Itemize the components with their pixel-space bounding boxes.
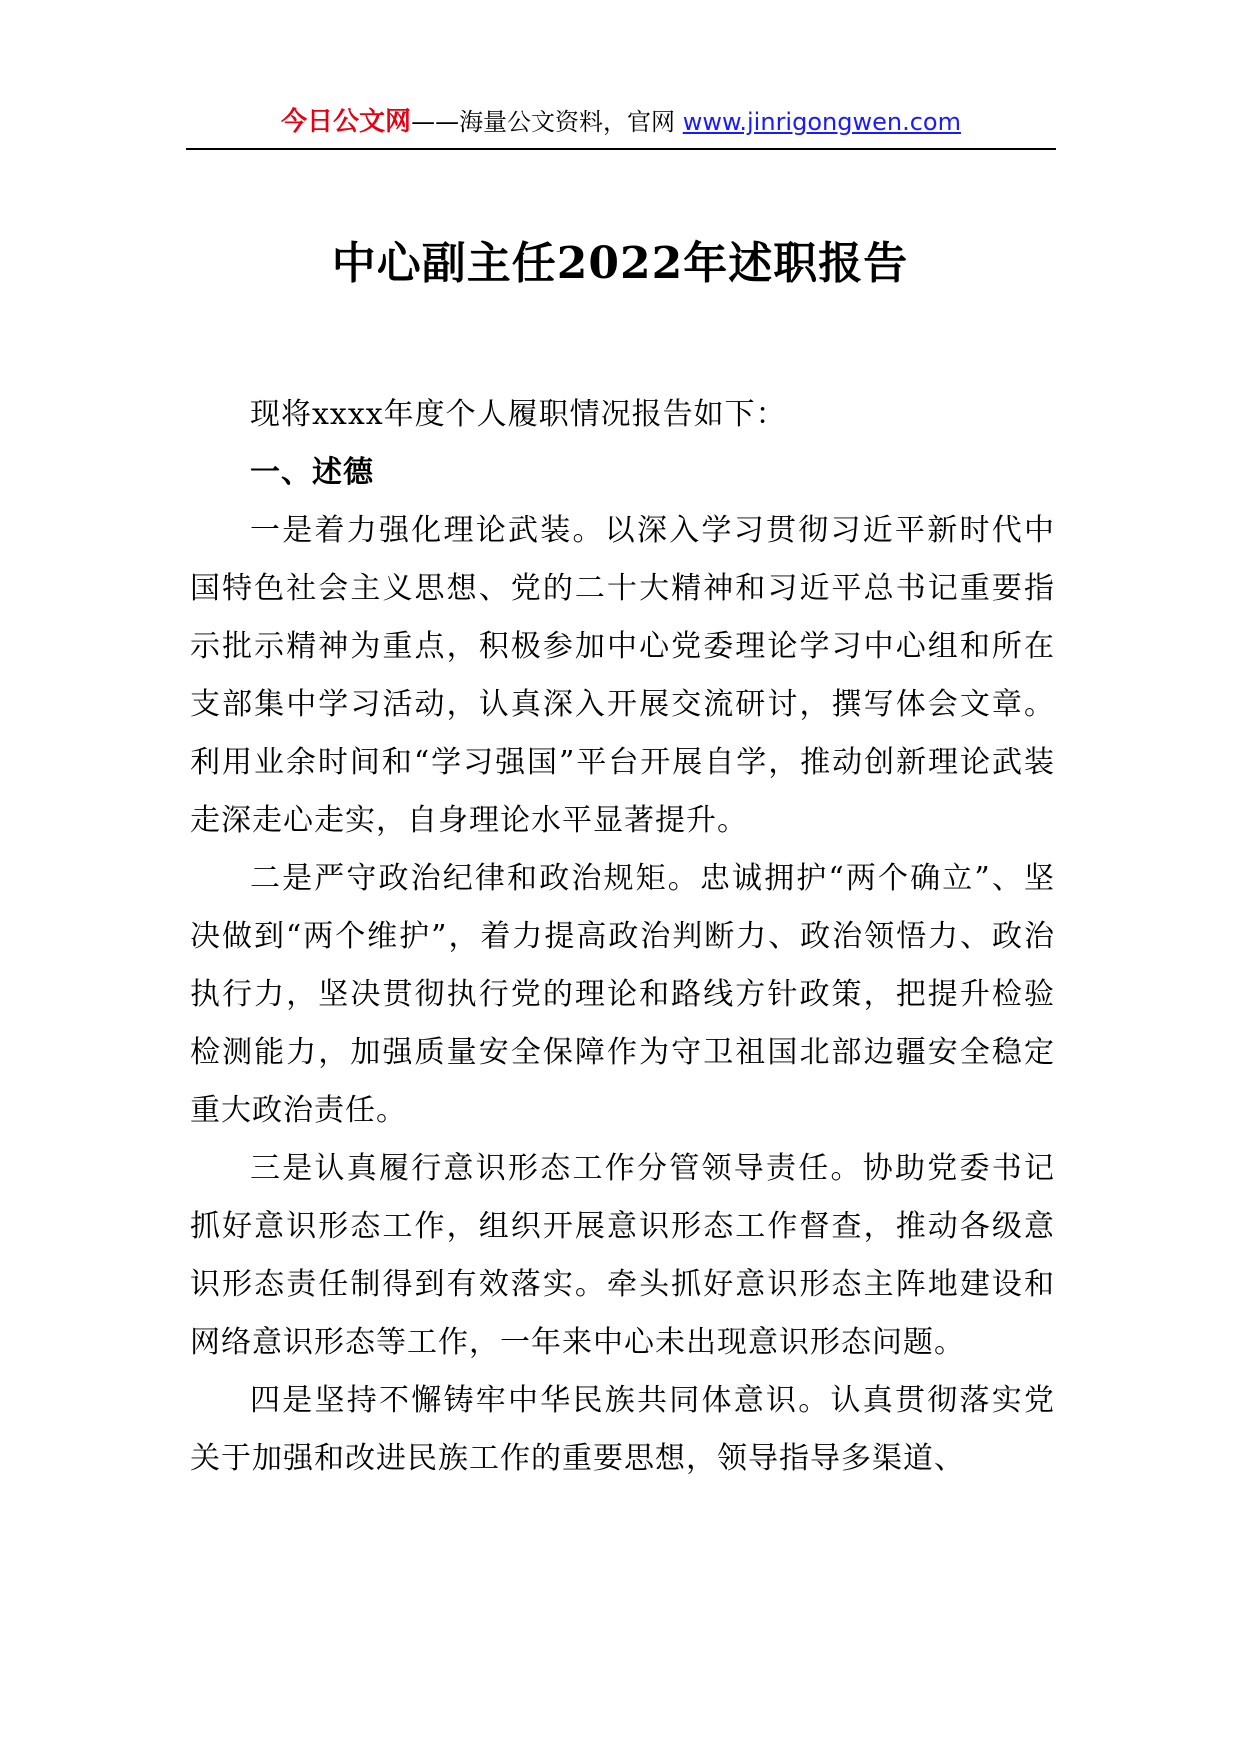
document-title: 中心副主任2022年述职报告 <box>331 238 909 289</box>
section-heading: 一、述德 <box>250 455 374 490</box>
document-body <box>190 386 1055 1488</box>
paragraph-1: 一是着力强化理论武装。以深入学习贯彻习近平新时代中国特色社会主义思想、党的二十大精神和习近平总书记重要指示批示精神为重点，积极参加中心党委理论学习中心组和所在支部集中学习活动，认真深入开展交流研讨，撰写体会文章。利用业余时间和“学习强国”平台开展自学，推动创新理论武装走深走心走实，自身理论水平显著提升。 <box>190 513 1055 838</box>
paragraph-3: 三是认真履行意识形态工作分管领导责任。协助党委书记抓好意识形态工作，组织开展意识形态工作督查，推动各级意识形态责任制得到有效落实。牵头抓好意识形态主阵地建设和网络意识形态等工作，一年来中心未出现意识形态问题。 <box>190 1151 1055 1360</box>
intro-paragraph: 现将xxxx年度个人履职情况报告如下： <box>250 397 787 432</box>
site-header <box>186 100 1056 150</box>
header-tagline: ——海量公文资料，官网 <box>411 108 683 136</box>
website-link[interactable]: www.jinrigongwen.com <box>682 108 961 136</box>
paragraph-2: 二是严守政治纪律和政治规矩。忠诚拥护“两个确立”、坚决做到“两个维护”，着力提高政治判断力、政治领悟力、政治执行力，坚决贯彻执行党的理论和路线方针政策，把提升检验检测能力，加强质量安全保障作为守卫祖国北部边疆安全稳定重大政治责任。 <box>190 861 1055 1128</box>
brand-name: 今日公文网 <box>281 107 412 137</box>
paragraph-4: 四是坚持不懈铸牢中华民族共同体意识。认真贯彻落实党关于加强和改进民族工作的重要思想，领导指导多渠道、 <box>190 1383 1055 1476</box>
